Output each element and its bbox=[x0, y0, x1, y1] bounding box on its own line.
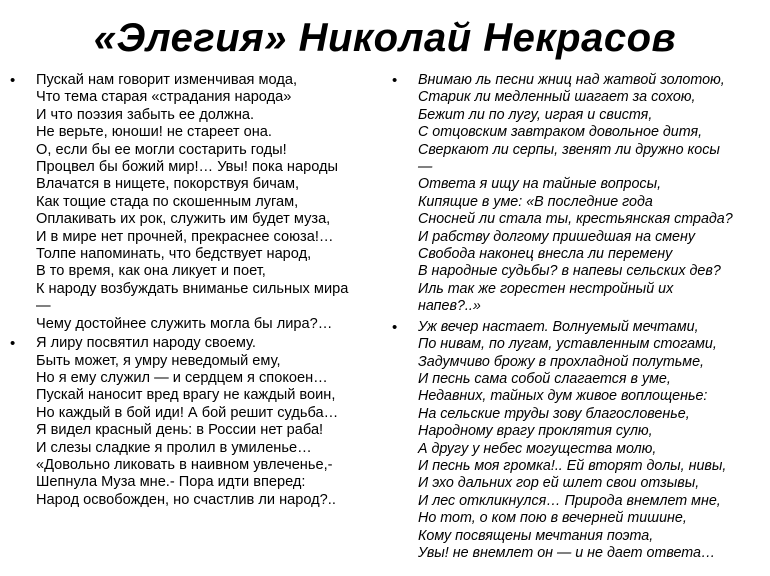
poem-line: Свобода наконец внесла ли перемену bbox=[418, 246, 673, 263]
poem-line: И песнь сама собой слагается в уме, bbox=[418, 370, 671, 387]
poem-line: Влачатся в нищете, покорствуя бичам, bbox=[36, 176, 300, 193]
poem-line: И что поэзия забыть ее должна. bbox=[36, 106, 255, 123]
poem-line: Недавних, тайных дум живое воплощенье: bbox=[418, 388, 708, 405]
poem-line: Увы! не внемлет он — и не дает ответа… bbox=[418, 544, 716, 561]
poem-line: Иль так же горестен нестройный их bbox=[418, 280, 674, 297]
poem-line: Шепнула Муза мне.- Пора идти вперед: bbox=[36, 474, 306, 491]
poem-line: Оплакивать их рок, служить им будет муза, bbox=[36, 211, 331, 228]
poem-line: Не верьте, юноши! не стареет она. bbox=[36, 124, 272, 141]
poem-line: А другу у небес могущества молю, bbox=[418, 440, 657, 457]
stanza bbox=[10, 335, 370, 509]
poem-line: Уж вечер настает. Волнуемый мечтами, bbox=[418, 318, 699, 335]
poem-line: Сносней ли стала ты, крестьянская страда? bbox=[418, 211, 733, 228]
poem-line: И песнь моя громка!.. Ей вторят долы, нивы, bbox=[418, 457, 727, 474]
poem-line: Старик ли медленный шагает за сохою, bbox=[418, 89, 696, 106]
poem-line: Как тощие стада по скошенным лугам, bbox=[36, 193, 299, 210]
stanza bbox=[392, 72, 767, 316]
poem-line: Кипящие в уме: «В последние года bbox=[418, 193, 653, 210]
poem-line: — bbox=[36, 298, 51, 315]
poem-line: И эхо дальних гор ей шлет свои отзывы, bbox=[418, 475, 700, 492]
left-column bbox=[10, 72, 370, 509]
poem-line: О, если бы ее могли состарить годы! bbox=[36, 141, 287, 158]
poem-line: Сверкают ли серпы, звенят ли дружно косы bbox=[418, 141, 720, 158]
poem-line: — bbox=[418, 159, 433, 176]
poem-line: Бежит ли по лугу, играя и свистя, bbox=[418, 106, 653, 123]
poem-line: В народные судьбы? в напевы сельских дев? bbox=[418, 263, 721, 280]
poem-line: напев?..» bbox=[418, 298, 481, 315]
poem-line: Пускай нам говорит изменчивая мода, bbox=[36, 72, 298, 88]
poem-line: Толпе напоминать, что бедствует народ, bbox=[36, 246, 312, 263]
poem-line: Пускай наносит вред врагу не каждый воин, bbox=[36, 387, 336, 404]
poem-line: На сельские труды зову благословенье, bbox=[418, 405, 690, 422]
poem-line: И лес откликнулся… Природа внемлет мне, bbox=[418, 492, 721, 509]
poem-line: Народному врагу проклятия сулю, bbox=[418, 423, 653, 440]
poem-line: И рабству долгому пришедшая на смену bbox=[418, 228, 695, 245]
slide-title: «Элегия» Николай Некрасов bbox=[93, 16, 677, 60]
poem-line: Задумчиво брожу в прохладной полутьме, bbox=[418, 353, 704, 370]
poem-line: Но тот, о ком пою в вечерней тишине, bbox=[418, 510, 687, 527]
poem-line: В то время, как она ликует и поет, bbox=[36, 263, 266, 280]
stanza bbox=[392, 319, 767, 563]
poem-line: Кому посвящены мечтания поэта, bbox=[418, 527, 654, 544]
poem-line: «Довольно ликовать в наивном увлеченье,- bbox=[36, 456, 333, 473]
poem-line: Ответа я ищу на тайные вопросы, bbox=[418, 176, 662, 193]
poem-line: Чему достойнее служить могла бы лира?… bbox=[36, 315, 333, 332]
poem-line: И в мире нет прочней, прекраснее союза!… bbox=[36, 228, 334, 245]
poem-line: Но каждый в бой иди! А бой решит судьба… bbox=[36, 404, 339, 421]
poem-line: Что тема старая «страдания народа» bbox=[36, 89, 292, 106]
poem-line: Но я ему служил — и сердцем я спокоен… bbox=[36, 369, 328, 386]
poem-line: Я лиру посвятил народу своему. bbox=[36, 335, 256, 352]
poem-line: Народ освобожден, но счастлив ли народ?.. bbox=[36, 491, 336, 508]
poem-line: Внимаю ль песни жниц над жатвой золотою, bbox=[418, 72, 725, 88]
bullet-icon: • bbox=[392, 318, 398, 336]
poem-line: К народу возбуждать вниманье сильных мира bbox=[36, 280, 349, 297]
bullet-icon: • bbox=[392, 72, 398, 89]
poem-line: И слезы сладкие я пролил в умиленье… bbox=[36, 439, 312, 456]
bullet-icon: • bbox=[10, 335, 16, 353]
poem-line: По нивам, по лугам, уставленным стогами, bbox=[418, 336, 717, 353]
poem-line: Процвел бы божий мир!… Увы! пока народы bbox=[36, 159, 339, 176]
bullet-icon: • bbox=[10, 72, 16, 89]
poem-line: С отцовским завтраком довольное дитя, bbox=[418, 124, 703, 141]
right-column bbox=[392, 72, 767, 562]
stanza bbox=[10, 72, 370, 333]
poem-line: Я видел красный день: в России нет раба! bbox=[36, 422, 324, 439]
poem-line: Быть может, я умру неведомый ему, bbox=[36, 352, 281, 369]
